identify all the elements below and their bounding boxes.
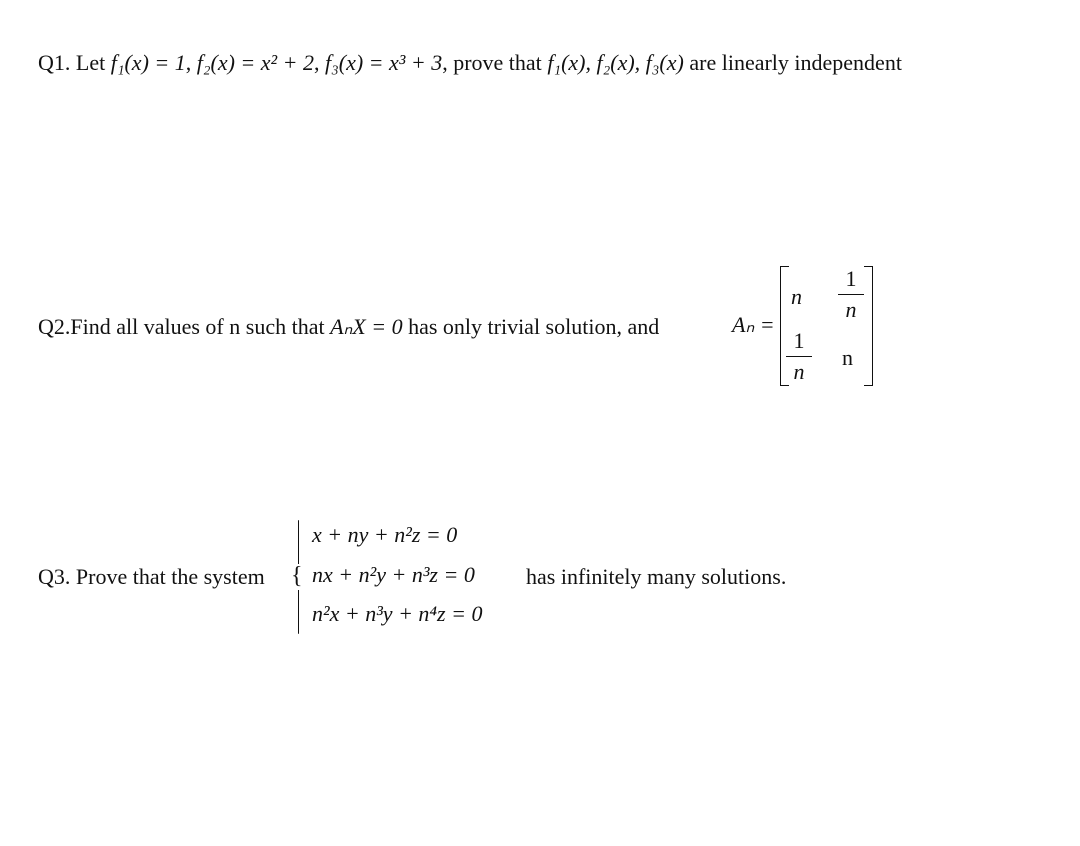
matrix-a21-denominator: n — [793, 359, 805, 384]
q3-text1: Prove that the system — [75, 564, 265, 589]
question-3-label — [38, 564, 265, 590]
q1-f3-definition: f₃(x) = x³ + 3 — [324, 50, 443, 75]
q2-label: Q2. — [38, 314, 71, 339]
q1-prove-that: prove that — [453, 50, 542, 75]
fraction-bar — [838, 294, 864, 295]
q1-f1-definition: f₁(x) = 1 — [110, 50, 186, 75]
system-equation-3: n²x + n³y + n⁴z = 0 — [312, 601, 483, 626]
q1-functions: f₁(x), f₂(x), f₃(x) — [547, 50, 684, 75]
system-equation-2: nx + n²y + n³z = 0 — [312, 562, 475, 587]
q2-text2: has only trivial solution, and — [408, 314, 660, 339]
question-1: Q1. Let f₁(x) = 1, f₂(x) = x² + 2, f₃(x) = x³ + 3, prove that f₁(x), f₂(x), f₃(x) are linearly independent — [38, 50, 902, 75]
q2-equation: AₙX = 0 — [330, 314, 403, 339]
q1-label: Q1. — [38, 50, 71, 75]
q2-text1: Find all values of n such that — [70, 314, 325, 339]
matrix-a22: n — [842, 345, 853, 370]
matrix-a21 — [786, 328, 812, 385]
matrix-a11: n — [791, 284, 802, 309]
matrix-a12-denominator: n — [845, 297, 857, 322]
fraction-bar — [786, 356, 812, 357]
matrix-a12 — [838, 266, 864, 323]
q1-let: Let — [75, 50, 106, 75]
question-2 — [38, 314, 659, 340]
q1-f2-definition: f₂(x) = x² + 2 — [196, 50, 314, 75]
brace-upper — [298, 520, 299, 564]
q3-label: Q3. — [38, 564, 71, 589]
q3-tail: has infinitely many solutions. — [526, 564, 787, 589]
brace-lower — [298, 590, 299, 634]
matrix-a21-numerator: 1 — [793, 328, 805, 353]
brace-tip: { — [291, 563, 303, 589]
q1-tail: are linearly independent — [689, 50, 902, 75]
matrix-a12-numerator: 1 — [845, 266, 857, 291]
matrix-right-bracket — [864, 266, 873, 386]
system-equation-1: x + ny + n²z = 0 — [312, 522, 458, 547]
q2-matrix-lhs: Aₙ = — [732, 312, 775, 337]
